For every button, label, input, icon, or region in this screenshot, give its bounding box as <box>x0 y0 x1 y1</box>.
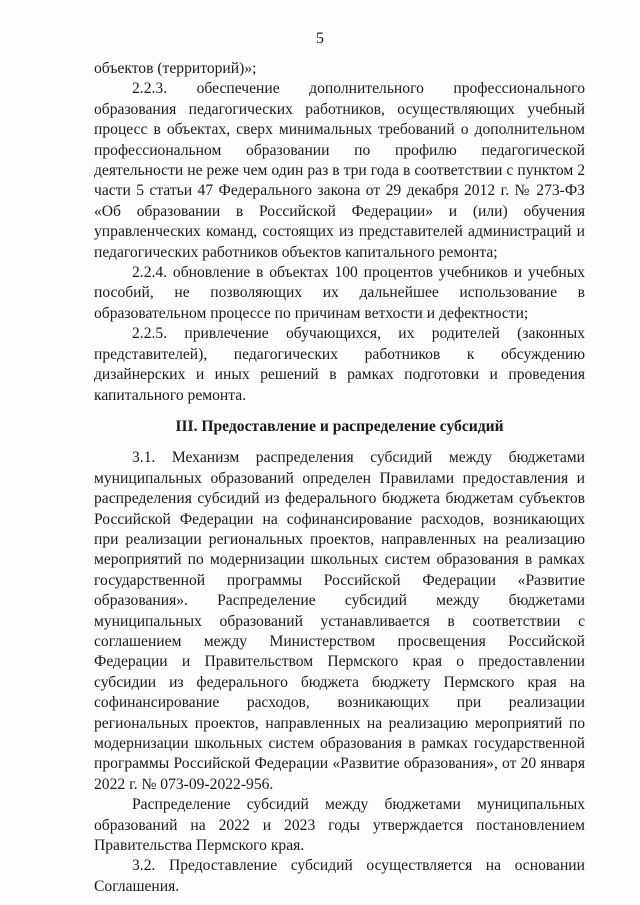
paragraph-2-2-3: 2.2.3. обеспечение дополнительного профессионального образования педагогических работников, осуществляющих учебный процесс в объектах, сверх минимальных требований о дополнительном профессиональном образовании по профилю педагогической деятельности не реже чем один раз в три года в соответствии с пунктом 2 части 5 статьи 47 Федерального закона от 29 декабря 2012 г. № 273-ФЗ «Об образовании в Российской Федерации» и (или) обучения управленческих команд, состоящих из представителей администраций и педагогических работников объектов капитального ремонта; <box>94 80 585 261</box>
paragraph-distribution: Распределение субсидий между бюджетами муниципальных образований на 2022 и 2023 годы утверждается постановлением Правительства Пермского края. <box>94 796 585 855</box>
paragraph-2-2-4: 2.2.4. обновление в объектах 100 процентов учебников и учебных пособий, не позволяющих их дальнейшее использование в образовательном процессе по причинам ветхости и дефектности; <box>94 264 585 322</box>
paragraph-3-1: 3.1. Механизм распределения субсидий между бюджетами муниципальных образований определен Правилами предоставления и распределения субсидий из федерального бюджета бюджетам субъектов Российской Федерации на софинансирование расходов, возникающих при реализации региональных проектов, направленных на реализацию мероприятий по модернизации школьных систем образования в рамках государственной программы Российской Федерации «Развитие образования». Распределение субсидий между бюджетами муниципальных образований устанавливается в соответствии с соглашением между Министерством просвещения Российской Федерации и Правительством Пермского края о предоставлении субсидии из федерального бюджета бюджету Пермского края на софинансирование расходов, возникающих при реализации региональных проектов, направленных на реализацию мероприятий по модернизации школьных систем образования в рамках государственной программы Российской Федерации «Развитие образования», от 20 января 2022 г. № 073-09-2022-956. <box>94 449 585 793</box>
page-number: 5 <box>316 30 324 47</box>
paragraph-continuation: объектов (территорий)»; <box>94 60 257 77</box>
document-body <box>94 59 585 897</box>
paragraph-2-2-5: 2.2.5. привлечение обучающихся, их родителей (законных представителей), педагогических работников к обсуждению дизайнерских и иных решений в рамках подготовки и проведения капитального ремонта. <box>94 325 585 404</box>
paragraph-3-2: 3.2. Предоставление субсидий осуществляется на основании Соглашения. <box>94 857 585 895</box>
section-heading: III. Предоставление и распределение субсидий <box>175 417 504 435</box>
